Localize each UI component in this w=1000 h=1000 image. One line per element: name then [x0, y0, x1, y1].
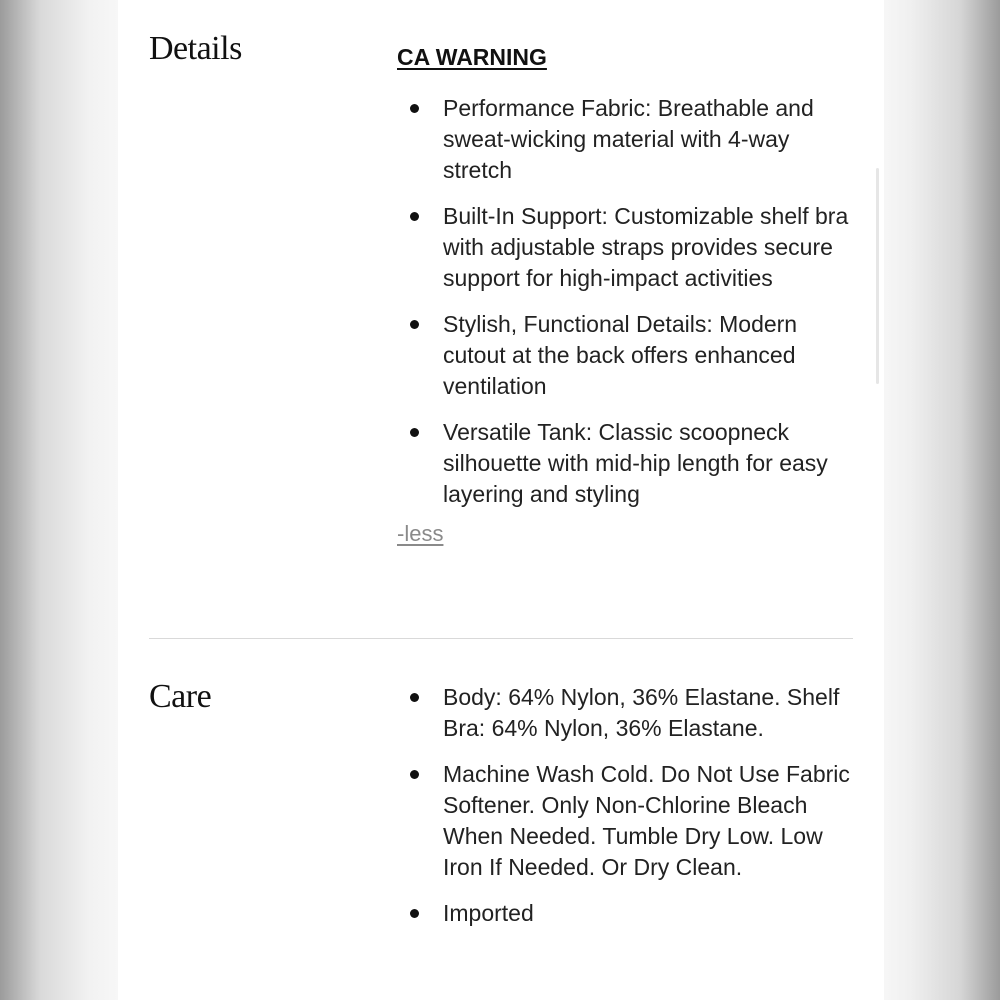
care-item-washing [397, 759, 857, 883]
scrollbar[interactable] [876, 168, 879, 384]
care-list [397, 682, 857, 929]
bullet-icon [410, 212, 419, 221]
care-content [397, 682, 857, 944]
care-item-text: Imported [443, 900, 534, 926]
details-item-functional-details [397, 309, 857, 402]
care-item-materials [397, 682, 857, 744]
care-item-text: Machine Wash Cold. Do Not Use Fabric Softener. Only Non-Chlorine Bleach When Needed. Tumble Dry Low. Low Iron If Needed. Or Dry Clean. [443, 761, 850, 880]
care-heading: Care [149, 678, 212, 715]
details-list [397, 93, 857, 510]
show-less-link[interactable]: -less [397, 521, 444, 546]
details-item-versatile-tank [397, 417, 857, 510]
bullet-icon [410, 104, 419, 113]
bullet-icon [410, 693, 419, 702]
product-info-panel [118, 0, 884, 1000]
ca-warning-link[interactable]: CA WARNING [397, 44, 547, 70]
details-item-text: Versatile Tank: Classic scoopneck silhouette with mid-hip length for easy layering and styling [443, 419, 828, 507]
bullet-icon [410, 320, 419, 329]
details-item-performance-fabric [397, 93, 857, 186]
care-item-text: Body: 64% Nylon, 36% Elastane. Shelf Bra: 64% Nylon, 36% Elastane. [443, 684, 840, 741]
section-divider [149, 638, 853, 639]
details-item-text: Built-In Support: Customizable shelf bra with adjustable straps provides secure support for high-impact activities [443, 203, 849, 291]
details-content [397, 44, 857, 547]
care-item-origin [397, 898, 857, 929]
bullet-icon [410, 428, 419, 437]
details-item-built-in-support [397, 201, 857, 294]
bullet-icon [410, 770, 419, 779]
bullet-icon [410, 909, 419, 918]
details-item-text: Stylish, Functional Details: Modern cutout at the back offers enhanced ventilation [443, 311, 798, 399]
details-heading: Details [149, 30, 242, 67]
details-item-text: Performance Fabric: Breathable and sweat-wicking material with 4-way stretch [443, 95, 814, 183]
